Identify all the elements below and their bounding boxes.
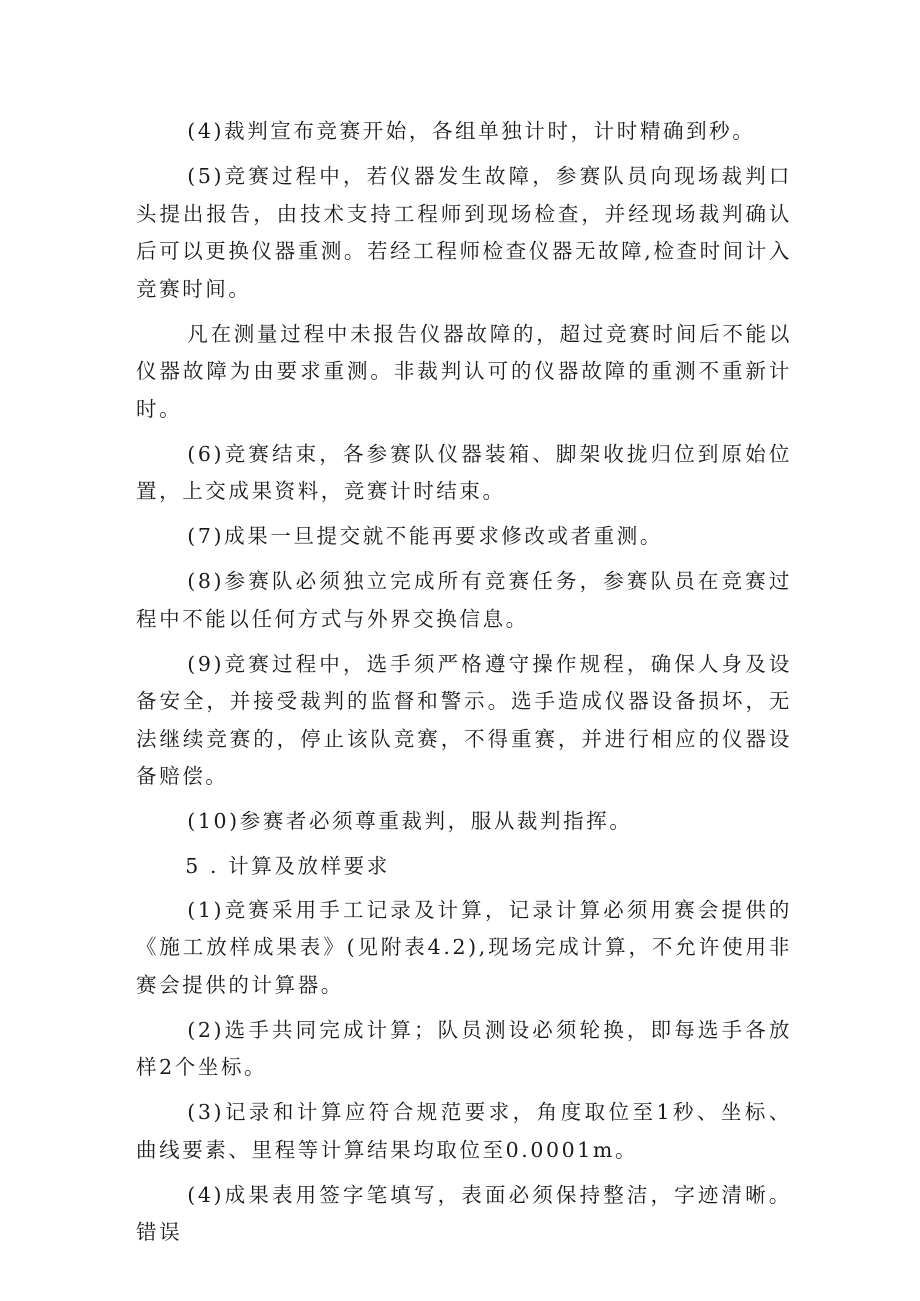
section-paragraph-1: (1)竞赛采用手工记录及计算，记录计算必须用赛会提供的《施工放样成果表》(见附表4.2),现场完成计算，不允许使用非赛会提供的计算器。	[136, 897, 792, 997]
paragraph-4-start: (4)裁判宣布竞赛开始，各组单独计时，计时精确到秒。	[187, 119, 756, 143]
section-paragraph-2: (2)选手共同完成计算；队员测设必须轮换，即每选手各放样2个坐标。	[136, 1017, 792, 1079]
paragraph-7: (7)成果一旦提交就不能再要求修改或者重测。	[187, 524, 663, 548]
document-page	[136, 113, 792, 1259]
paragraph-8: (8)参赛队必须独立完成所有竞赛任务，参赛队员在竞赛过程中不能以任何方式与外界交换信息。	[136, 569, 792, 631]
section-heading: 5 . 计算及放样要求	[185, 854, 390, 878]
paragraph-10: (10)参赛者必须尊重裁判，服从裁判指挥。	[187, 809, 633, 833]
section-paragraph-4: (4)成果表用签字笔填写，表面必须保持整洁，字迹清晰。错误	[136, 1182, 792, 1244]
paragraph-9: (9)竞赛过程中，选手须严格遵守操作规程，确保人身及设备安全，并接受裁判的监督和警示。选手造成仪器设备损坏，无法继续竞赛的，停止该队竞赛，不得重赛，并进行相应的仪器设备赔偿。	[136, 651, 792, 788]
paragraph-6: (6)竞赛结束，各参赛队仪器装箱、脚架收拢归位到原始位置，上交成果资料，竞赛计时结束。	[136, 441, 792, 503]
paragraph-5-continued: 凡在测量过程中未报告仪器故障的，超过竞赛时间后不能以仪器故障为由要求重测。非裁判认可的仪器故障的重测不重新计时。	[136, 321, 792, 421]
section-paragraph-3: (3)记录和计算应符合规范要求，角度取位至1秒、坐标、曲线要素、里程等计算结果均取位至0.0001m。	[136, 1100, 792, 1162]
paragraph-5: (5)竞赛过程中，若仪器发生故障，参赛队员向现场裁判口头提出报告，由技术支持工程师到现场检查，并经现场裁判确认后可以更换仪器重测。若经工程师检查仪器无故障,检查时间计入竞赛时间。	[136, 164, 792, 301]
